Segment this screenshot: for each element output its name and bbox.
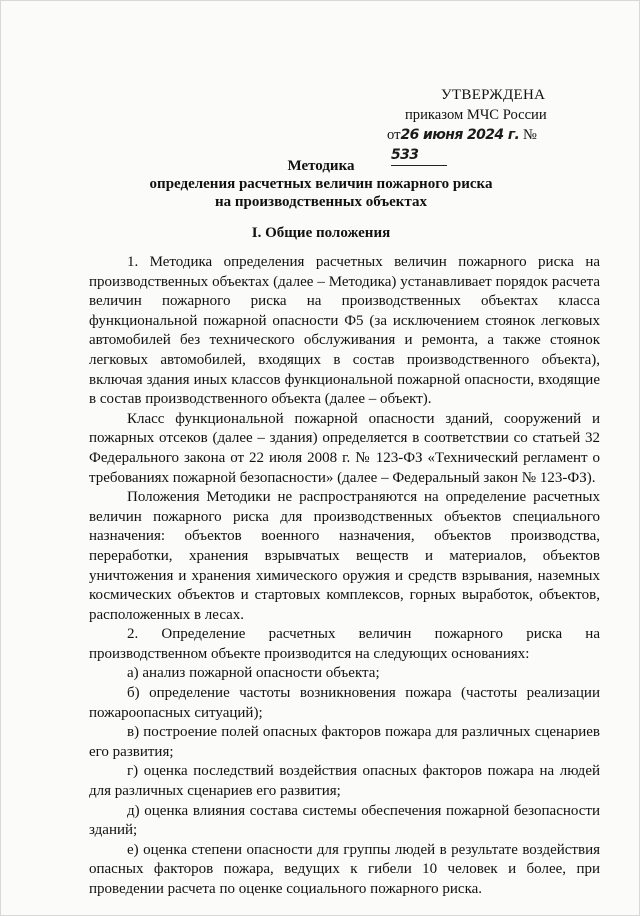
approval-heading: УТВЕРЖДЕНА (441, 87, 546, 103)
title-line-1: Методика (287, 158, 355, 174)
paragraph-3: Положения Методики не распространяются на определение расчетных величин пожарного риска для производственных объектов специального назначения: объектов военного назначения, объектов производства, переработки, хранения взрывчатых веществ и материалов, объектов уничтожения и хранения химического оружия и средств взрывания, наземных космических объектов и стартовых комплексов, горных выработок, объектов, расположенных в лесах. (89, 489, 600, 623)
title-line-3: на производственных объектах (215, 194, 427, 210)
approval-order: приказом МЧС России (405, 107, 547, 123)
approval-date-handwritten: 26 июня 2024 г. (400, 127, 520, 143)
list-item-a: а) анализ пожарной опасности объекта; (127, 665, 380, 682)
document-title (1, 157, 640, 211)
list-item-b: б) определение частоты возникновения пожара (частоты реализации пожароопасных ситуаций); (89, 685, 600, 721)
paragraph-2: Класс функциональной пожарной опасности зданий, сооружений и пожарных отсеков (далее – здания) определяется в соответствии со статьей 32 Федерального закона от 22 июля 2008 г. № 123-ФЗ «Технический регламент о требованиях пожарной безопасности» (далее – Федеральный закон № 123-ФЗ). (89, 410, 600, 486)
title-line-2: определения расчетных величин пожарного риска (149, 176, 493, 192)
approval-number-label: № (522, 127, 537, 143)
list-item-g: г) оценка последствий воздействия опасных факторов пожара на людей для различных сценариев его развития; (89, 763, 600, 800)
section-heading: I. Общие положения (251, 225, 391, 241)
list-item-v: в) построение полей опасных факторов пожара для различных сценариев его развития; (89, 724, 600, 760)
document-body (89, 253, 600, 900)
approval-number-handwritten: 533 (391, 145, 447, 166)
list-item-e: е) оценка степени опасности для группы людей в результате воздействия опасных факторов пожара, ведущих к гибели 10 человек и более, при проведении расчета по оценке социального пожарного риска. (89, 841, 600, 897)
approval-stamp (387, 85, 587, 166)
paragraph-1: 1. Методика определения расчетных величин пожарного риска на производственных объектах (далее – Методика) устанавливает порядок расчета величин пожарного риска на производственных объектах класса функциональной пожарной опасности Ф5 (за исключением стоянок легковых автомобилей без технического обслуживания и ремонта, а также стоянок легковых автомобилей, входящих в состав производственного объекта), включая здания иных классов функциональной пожарной опасности, входящие в состав производственного объекта (далее – объект). (89, 254, 600, 408)
approval-from: от (387, 127, 401, 143)
list-item-d: д) оценка влияния состава системы обеспечения пожарной безопасности зданий; (89, 802, 600, 839)
paragraph-4: 2. Определение расчетных величин пожарного риска на производственном объекте производится на следующих основаниях: (89, 626, 600, 662)
